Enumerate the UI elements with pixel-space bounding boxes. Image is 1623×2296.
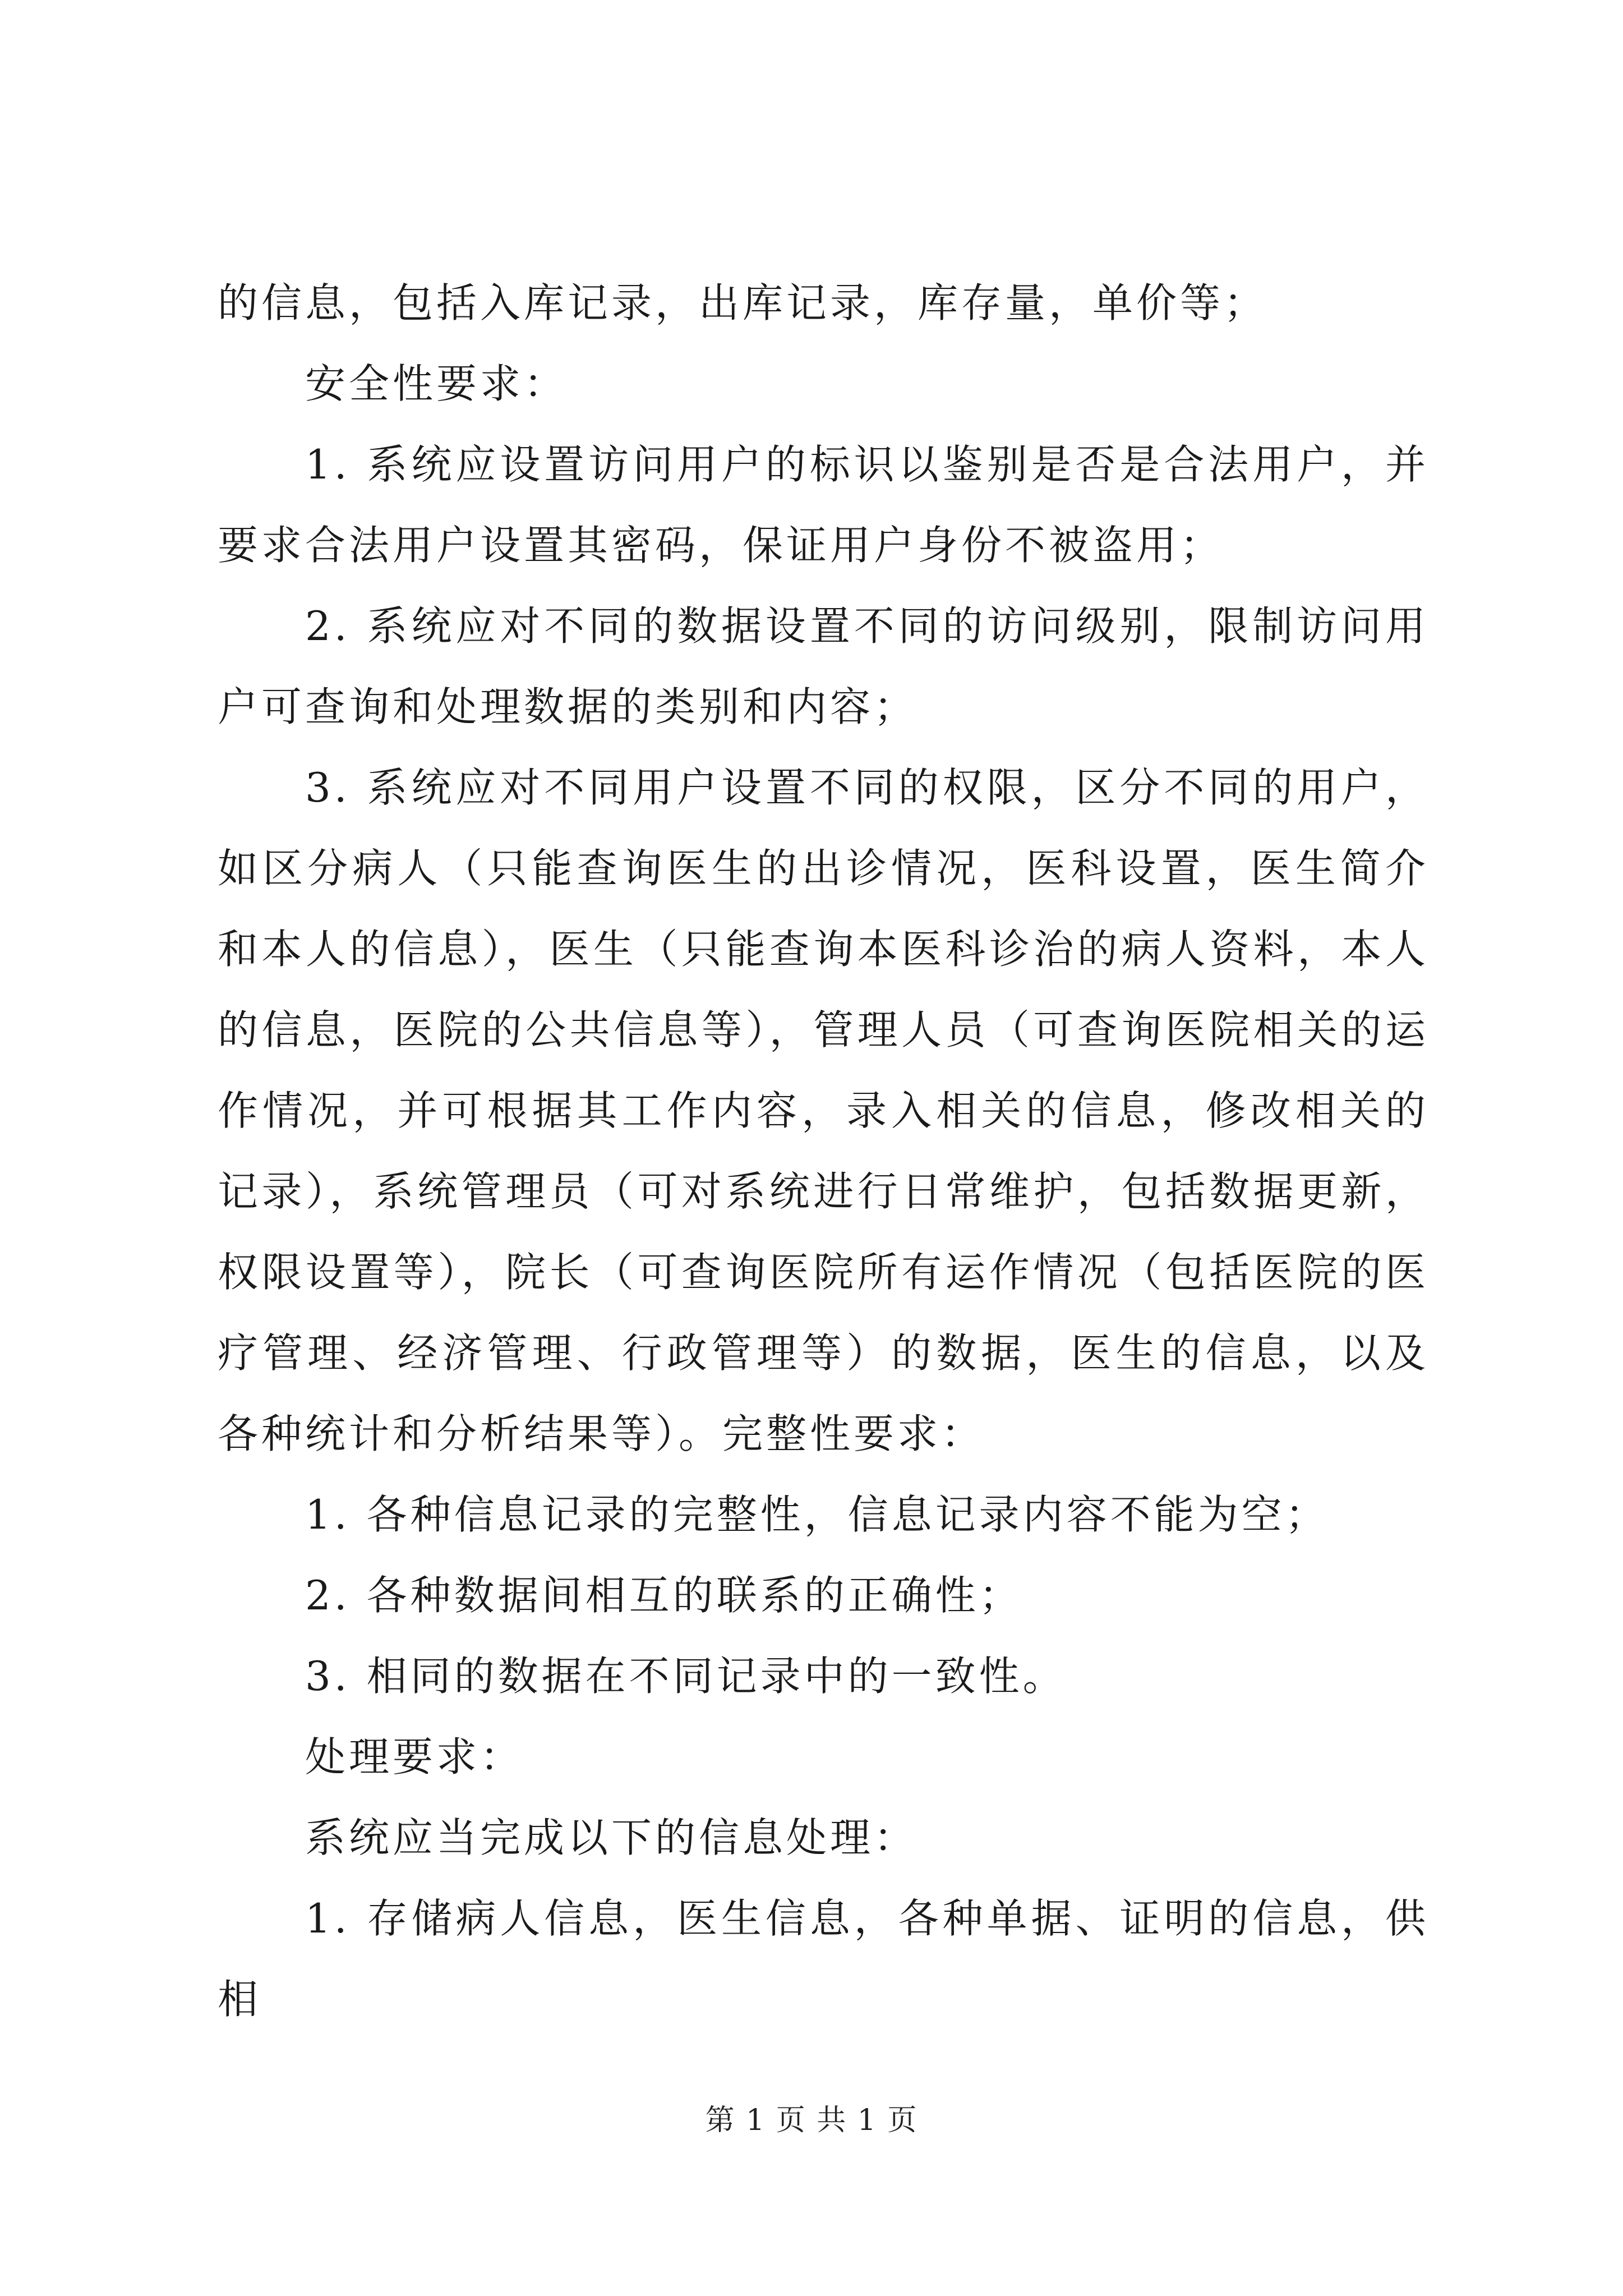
heading-processing-requirements: 处理要求： bbox=[305, 1733, 524, 1780]
integrity-item-1: 1. 各种信息记录的完整性，信息记录内容不能为空； bbox=[305, 1491, 1329, 1538]
security-item-3: 3. 系统应对不同用户设置不同的权限，区分不同的用户，如区分病人（只能查询医生的出诊情况，医科设置，医生简介和本人的信息），医生（只能查询本医科诊治的病人资料，本人的信息，医院的公共信息等），管理人员（可查询医院相关的运作情况，并可根据其工作内容，录入相关的信息，修改相关的记录），系统管理员（可对系统进行日常维护，包括数据更新，权限设置等），院长（可查询医院所有运作情况（包括医院的医疗管理、经济管理、行政管理等）的数据，医生的信息，以及各种统计和分析结果等）。完整性要求： bbox=[218, 764, 1429, 1457]
security-item-1: 1. 系统应设置访问用户的标识以鉴别是否是合法用户，并要求合法用户设置其密码，保证用户身份不被盗用； bbox=[218, 441, 1429, 569]
integrity-item-3: 3. 相同的数据在不同记录中的一致性。 bbox=[305, 1653, 1067, 1700]
security-item-2: 2. 系统应对不同的数据设置不同的访问级别，限制访问用户可查询和处理数据的类别和内容； bbox=[218, 602, 1429, 730]
integrity-item-2: 2. 各种数据间相互的联系的正确性； bbox=[305, 1572, 1023, 1619]
heading-security-requirements: 安全性要求： bbox=[305, 360, 568, 407]
page-footer bbox=[0, 2101, 1623, 2140]
page-number-label: 第 1 页 共 1 页 bbox=[705, 2104, 918, 2137]
processing-item-1: 1. 存储病人信息，医生信息，各种单据、证明的信息，供相 bbox=[218, 1895, 1429, 2023]
document-body bbox=[218, 263, 1429, 2040]
processing-intro: 系统应当完成以下的信息处理： bbox=[305, 1814, 918, 1861]
paragraph-continuation: 的信息，包括入库记录，出库记录，库存量，单价等； bbox=[218, 279, 1268, 326]
